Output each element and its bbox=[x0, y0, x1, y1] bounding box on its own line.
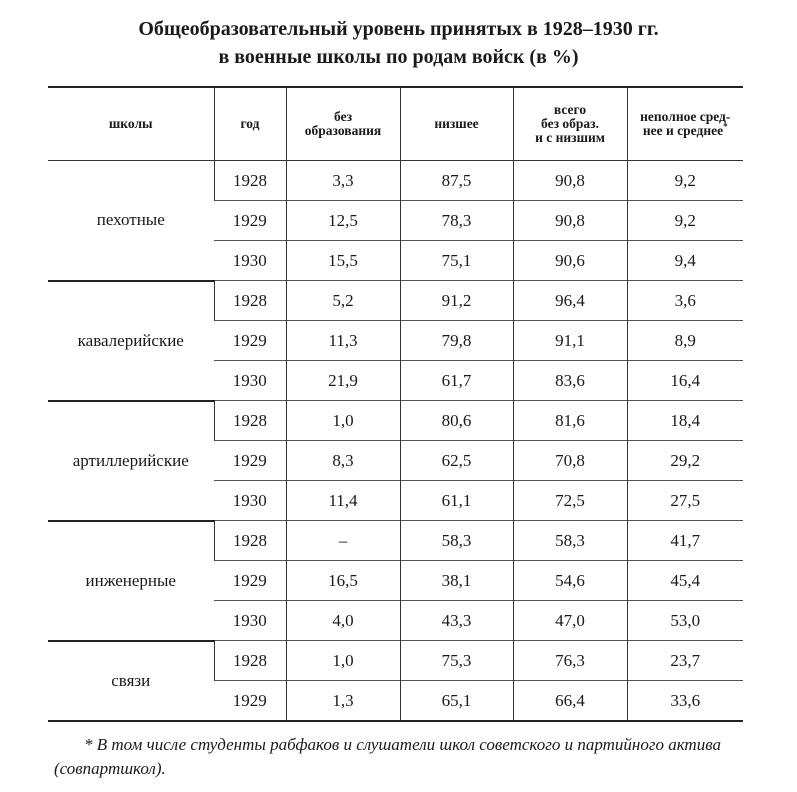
lower-cell: 61,7 bbox=[400, 361, 513, 401]
table-row bbox=[48, 641, 743, 681]
year-cell: 1929 bbox=[214, 681, 286, 722]
secondary-cell: 18,4 bbox=[627, 401, 743, 441]
lower-cell: 58,3 bbox=[400, 521, 513, 561]
lower-cell: 87,5 bbox=[400, 161, 513, 201]
footnote-marker: * bbox=[723, 121, 728, 132]
secondary-cell: 45,4 bbox=[627, 561, 743, 601]
header-school: школы bbox=[48, 87, 214, 161]
secondary-cell: 8,9 bbox=[627, 321, 743, 361]
total-cell: 47,0 bbox=[513, 601, 627, 641]
school-cell: пехотные bbox=[48, 161, 214, 281]
year-cell: 1928 bbox=[214, 161, 286, 201]
table-body bbox=[48, 161, 743, 722]
no-education-cell: 1,0 bbox=[286, 401, 400, 441]
secondary-cell: 9,4 bbox=[627, 241, 743, 281]
lower-cell: 79,8 bbox=[400, 321, 513, 361]
lower-cell: 75,1 bbox=[400, 241, 513, 281]
header-no-education-line-1: без bbox=[334, 109, 352, 124]
no-education-cell: 3,3 bbox=[286, 161, 400, 201]
school-cell: связи bbox=[48, 641, 214, 722]
secondary-cell: 3,6 bbox=[627, 281, 743, 321]
header-no-education-line-2: образования bbox=[304, 123, 382, 138]
total-cell: 90,8 bbox=[513, 201, 627, 241]
header-secondary-line-2: нее и среднее bbox=[642, 123, 724, 138]
header-total bbox=[513, 87, 627, 161]
lower-cell: 65,1 bbox=[400, 681, 513, 722]
no-education-cell: 11,4 bbox=[286, 481, 400, 521]
year-cell: 1929 bbox=[214, 201, 286, 241]
no-education-cell: 21,9 bbox=[286, 361, 400, 401]
no-education-cell: 4,0 bbox=[286, 601, 400, 641]
school-cell: кавалерийские bbox=[48, 281, 214, 401]
total-cell: 91,1 bbox=[513, 321, 627, 361]
education-table bbox=[48, 86, 743, 722]
secondary-cell: 33,6 bbox=[627, 681, 743, 722]
secondary-cell: 23,7 bbox=[627, 641, 743, 681]
header-total-line-3: и с низшим bbox=[535, 130, 605, 145]
header-total-line-2: без образ. bbox=[541, 116, 599, 131]
table-title-line-2: в военные школы по родам войск (в %) bbox=[218, 46, 579, 68]
year-cell: 1930 bbox=[214, 601, 286, 641]
year-cell: 1928 bbox=[214, 281, 286, 321]
year-cell: 1930 bbox=[214, 361, 286, 401]
header-secondary bbox=[627, 87, 743, 161]
year-cell: 1928 bbox=[214, 521, 286, 561]
total-cell: 54,6 bbox=[513, 561, 627, 601]
table-title-line-1: Общеобразовательный уровень принятых в 1928–1930 гг. bbox=[138, 18, 659, 40]
total-cell: 90,6 bbox=[513, 241, 627, 281]
lower-cell: 61,1 bbox=[400, 481, 513, 521]
lower-cell: 80,6 bbox=[400, 401, 513, 441]
no-education-cell: 11,3 bbox=[286, 321, 400, 361]
secondary-cell: 9,2 bbox=[627, 201, 743, 241]
no-education-cell: 5,2 bbox=[286, 281, 400, 321]
total-cell: 81,6 bbox=[513, 401, 627, 441]
total-cell: 96,4 bbox=[513, 281, 627, 321]
lower-cell: 62,5 bbox=[400, 441, 513, 481]
table-row bbox=[48, 401, 743, 441]
lower-cell: 75,3 bbox=[400, 641, 513, 681]
header-total-line-1: всего bbox=[553, 102, 587, 117]
table-row bbox=[48, 161, 743, 201]
secondary-cell: 41,7 bbox=[627, 521, 743, 561]
secondary-cell: 53,0 bbox=[627, 601, 743, 641]
lower-cell: 78,3 bbox=[400, 201, 513, 241]
no-education-cell: 1,0 bbox=[286, 641, 400, 681]
total-cell: 66,4 bbox=[513, 681, 627, 722]
secondary-cell: 29,2 bbox=[627, 441, 743, 481]
secondary-cell: 16,4 bbox=[627, 361, 743, 401]
no-education-cell: 1,3 bbox=[286, 681, 400, 722]
secondary-cell: 9,2 bbox=[627, 161, 743, 201]
no-education-cell: 12,5 bbox=[286, 201, 400, 241]
table-row bbox=[48, 521, 743, 561]
lower-cell: 38,1 bbox=[400, 561, 513, 601]
header-no-education bbox=[286, 87, 400, 161]
school-cell: инженерные bbox=[48, 521, 214, 641]
footnote: * В том числе студенты рабфаков и слушатели школ советского и партийного актива (совпартшкол). bbox=[54, 735, 721, 778]
header-row bbox=[48, 87, 743, 161]
no-education-cell: 15,5 bbox=[286, 241, 400, 281]
year-cell: 1929 bbox=[214, 441, 286, 481]
year-cell: 1930 bbox=[214, 241, 286, 281]
lower-cell: 91,2 bbox=[400, 281, 513, 321]
school-cell: артиллерийские bbox=[48, 401, 214, 521]
year-cell: 1930 bbox=[214, 481, 286, 521]
header-lower: низшее bbox=[400, 87, 513, 161]
total-cell: 58,3 bbox=[513, 521, 627, 561]
year-cell: 1928 bbox=[214, 641, 286, 681]
year-cell: 1929 bbox=[214, 321, 286, 361]
secondary-cell: 27,5 bbox=[627, 481, 743, 521]
total-cell: 70,8 bbox=[513, 441, 627, 481]
year-cell: 1929 bbox=[214, 561, 286, 601]
total-cell: 83,6 bbox=[513, 361, 627, 401]
total-cell: 76,3 bbox=[513, 641, 627, 681]
table-row bbox=[48, 281, 743, 321]
total-cell: 90,8 bbox=[513, 161, 627, 201]
no-education-cell: – bbox=[286, 521, 400, 561]
lower-cell: 43,3 bbox=[400, 601, 513, 641]
no-education-cell: 8,3 bbox=[286, 441, 400, 481]
year-cell: 1928 bbox=[214, 401, 286, 441]
header-secondary-line-1: неполное сред- bbox=[640, 109, 731, 124]
no-education-cell: 16,5 bbox=[286, 561, 400, 601]
total-cell: 72,5 bbox=[513, 481, 627, 521]
header-year: год bbox=[214, 87, 286, 161]
